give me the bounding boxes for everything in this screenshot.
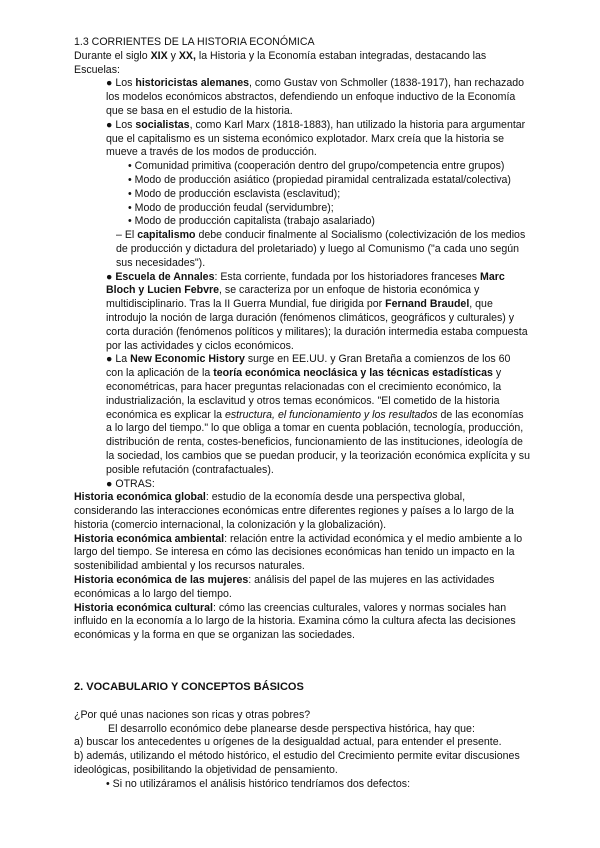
section-spacer [74,695,530,709]
neh-term: New Economic History [130,353,245,366]
intro-text: Durante el siglo [74,49,151,62]
section-title-2: 2. VOCABULARIO Y CONCEPTOS BÁSICOS [74,681,304,694]
item-a: a) buscar los antecedentes u orígenes de la desigualdad actual, para entender el presente. [74,736,502,749]
ambiental-term: Historia económica ambiental [74,532,225,545]
intro-xix: XIX [150,49,168,62]
historicistas-paragraph [74,77,530,118]
neh-theory: teoría económica neoclásica y las técnicas estadísticas [213,367,493,380]
ambiental-text: : relación entre la actividad económica y el medio ambiente a lo largo del tiempo. Se interesa en cómo las decisiones económicas han tenido un impacto en la sostenibilidad ambiental y los recursos naturales. [74,532,523,573]
neh-text: de las economías a lo largo del tiempo." lo que obliga a tomar en cuenta población, tecnología, producción, distribución de renta, costes-beneficios, funcionamiento de las instituciones, ideología de la sociedad, los cambios que se puedan producir, y la teorización económica explícita y su posible refutación (contrafactuales). [106,408,530,476]
capitalismo-paragraph [74,229,530,270]
bullet-text: ● [106,270,116,283]
mujeres-paragraph [74,574,530,602]
intro-text: la Historia y la Economía estaban integradas, destacando las Escuelas: [74,49,487,76]
otras-label: ● OTRAS: [106,477,155,490]
question-line: ¿Por qué unas naciones son ricas y otras pobres? [74,708,311,721]
cultural-text: : cómo las creencias culturales, valores y normas sociales han influido en la economía a lo largo de la historia. Examina cómo la cultura afecta las decisiones económicas y la forma en que se organizan las sociedades. [74,601,516,642]
neh-italic: estructura, el funcionamiento y los resultados [224,408,438,421]
historicistas-term: historicistas alemanes [135,77,250,90]
global-term: Historia económica global [74,491,206,504]
capitalismo-text: debe conducir finalmente al Socialismo (colectivización de los medios de producción y dictadura del proletariado) y luego al Comunismo ("a cada uno según sus necesidades"). [116,229,526,269]
cultural-term: Historia económica cultural [74,601,213,614]
intro-paragraph [74,50,530,78]
neh-text: y econométricas, para hacer preguntas relacionadas con el crecimiento económico, la industrialización, la esclavitud y otros temas económicos. "El cometido de la historia económica es explicar la [106,367,502,421]
intro-xx: XX, [178,49,196,62]
socialistas-term: socialistas [135,118,190,131]
defectos-line: • Si no utilizáramos el análisis histórico tendríamos dos defectos: [106,777,411,790]
annales-paragraph [74,271,530,354]
intro-text: y [167,49,179,62]
ambiental-paragraph [74,533,530,574]
item-b: b) además, utilizando el método histórico, el estudio del Crecimiento permite evitar discusiones ideológicas, posibilitando la objetividad de pensamiento. [74,750,520,777]
section-title-1-3: 1.3 CORRIENTES DE LA HISTORIA ECONÓMICA [74,36,315,48]
desarrollo-line: El desarrollo económico debe planearse desde perspectiva histórica, hay que: [108,722,475,735]
mujeres-term: Historia económica de las mujeres [74,574,249,587]
section-spacer [74,643,530,681]
dash-text: – El [116,229,138,242]
socialistas-text: , como Karl Marx (1818-1883), han utilizado la historia para argumentar que el capitalismo es un sistema económico explotador. Marx creía que la historia se mueve a través de los modos de producción. [106,118,526,159]
mujeres-text: : análisis del papel de las mujeres en las actividades económicas a lo largo del tiempo. [74,574,495,600]
global-paragraph [74,491,530,532]
historicistas-text: , como Gustav von Schmoller (1838-1917), han rechazado los modelos económicos abstractos, defendiendo un enfoque inductivo de la Economía que se basa en el estudio de la historia. [106,77,525,117]
neh-text: surge en EE.UU. y Gran Bretaña a comienzos de los 60 con la aplicación de la [106,353,511,380]
annales-text: , se caracteriza por un enfoque de historia económica y multidisciplinario. Tras la II Guerra Mundial, fue dirigida por [106,284,480,311]
modo-item: • Comunidad primitiva (cooperación dentro del grupo/competencia entre grupos) [128,160,505,173]
bullet-text: ● Los [106,77,136,90]
modo-item: • Modo de producción feudal (servidumbre); [128,201,334,214]
neh-paragraph [74,353,530,477]
global-text: : estudio de la economía desde una perspectiva global, considerando las interacciones económicas entre diferentes regiones y países a lo largo de la historia (comercio internacional, la colonización y la globalización). [74,491,514,531]
annales-founders: Marc Bloch y Lucien Febvre [106,270,505,297]
capitalismo-term: capitalismo [137,229,196,242]
bullet-text: ● La [106,353,131,366]
annales-text: : Esta corriente, fundada por los historiadores franceses [214,270,481,283]
modo-item: • Modo de producción asiático (propiedad piramidal centralizada estatal/colectiva) [128,173,511,186]
annales-braudel: Fernand Braudel [385,298,470,311]
modo-item: • Modo de producción esclavista (esclavitud); [128,187,341,200]
annales-text: , que introdujo la noción de larga duración (fenómenos climáticos, geográficos y culturales) y corta duración (fenómenos políticos y militares); la duración intermedia estaba compuesta por las actividades y ciclos económicos. [106,298,528,352]
bullet-text: ● Los [106,118,136,131]
cultural-paragraph [74,602,530,643]
annales-term: Escuela de Annales [115,270,215,283]
socialistas-paragraph [74,119,530,160]
modo-item: • Modo de producción capitalista (trabajo asalariado) [128,215,375,228]
